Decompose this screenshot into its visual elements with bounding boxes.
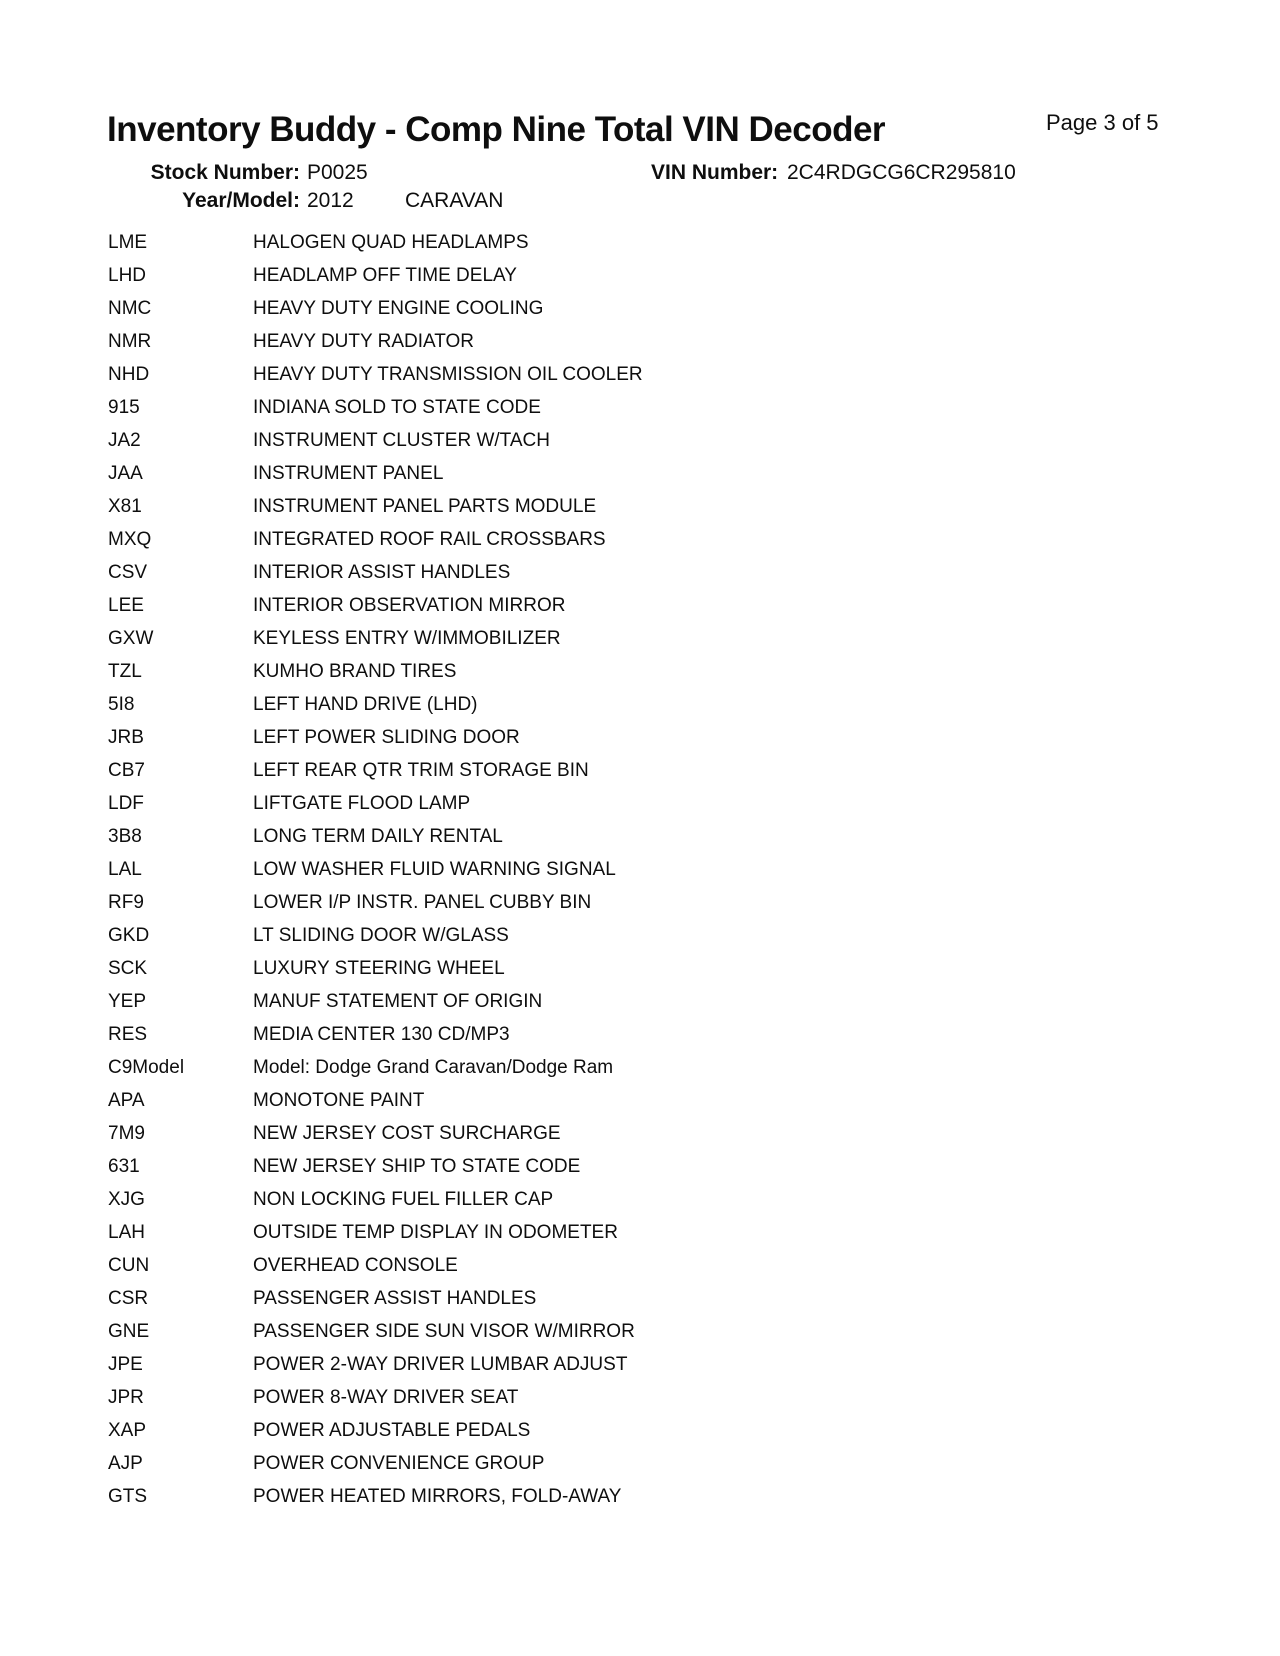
option-row (0, 1117, 1280, 1150)
option-description: KEYLESS ENTRY W/IMMOBILIZER (253, 628, 561, 649)
option-description: INTEGRATED ROOF RAIL CROSSBARS (253, 529, 606, 550)
option-code: LDF (108, 793, 144, 814)
option-code: APA (108, 1090, 145, 1111)
option-code: YEP (108, 991, 147, 1012)
year-value: 2012 (307, 189, 354, 212)
option-description: INSTRUMENT PANEL PARTS MODULE (253, 496, 597, 517)
option-row (0, 490, 1280, 523)
option-code: SCK (108, 958, 148, 979)
option-code: JA2 (108, 430, 141, 451)
option-description: INTERIOR ASSIST HANDLES (253, 562, 511, 583)
option-description: NEW JERSEY SHIP TO STATE CODE (253, 1156, 581, 1177)
option-row (0, 325, 1280, 358)
option-row (0, 1150, 1280, 1183)
option-code: 915 (108, 397, 140, 418)
option-code: JAA (108, 463, 143, 484)
option-description: INSTRUMENT PANEL (253, 463, 444, 484)
option-code: GTS (108, 1486, 148, 1507)
option-code: 3B8 (108, 826, 142, 847)
option-code: 7M9 (108, 1123, 145, 1144)
option-row (0, 919, 1280, 952)
option-row (0, 754, 1280, 787)
stock-number-value: P0025 (307, 161, 368, 184)
option-row (0, 1381, 1280, 1414)
model-value: CARAVAN (405, 189, 504, 212)
option-description: HEAVY DUTY TRANSMISSION OIL COOLER (253, 364, 643, 385)
stock-number-label: Stock Number: (150, 161, 300, 184)
option-row (0, 1084, 1280, 1117)
option-row (0, 292, 1280, 325)
option-row (0, 721, 1280, 754)
option-description: PASSENGER ASSIST HANDLES (253, 1288, 537, 1309)
option-row (0, 622, 1280, 655)
option-code: LAL (108, 859, 142, 880)
option-row (0, 226, 1280, 259)
option-row (0, 853, 1280, 886)
option-row (0, 589, 1280, 622)
option-code: 5I8 (108, 694, 135, 715)
option-code: CUN (108, 1255, 150, 1276)
option-code: JPR (108, 1387, 144, 1408)
option-row (0, 688, 1280, 721)
option-code: JPE (108, 1354, 143, 1375)
option-code: RF9 (108, 892, 144, 913)
option-description: LOW WASHER FLUID WARNING SIGNAL (253, 859, 616, 880)
option-description: HEADLAMP OFF TIME DELAY (253, 265, 517, 286)
option-description: POWER CONVENIENCE GROUP (253, 1453, 545, 1474)
option-row (0, 1282, 1280, 1315)
option-description: LUXURY STEERING WHEEL (253, 958, 505, 979)
vin-number-value: 2C4RDGCG6CR295810 (787, 161, 1016, 184)
option-code: MXQ (108, 529, 152, 550)
page-indicator: Page 3 of 5 (1046, 110, 1159, 135)
option-code: JRB (108, 727, 144, 748)
option-description: NEW JERSEY COST SURCHARGE (253, 1123, 561, 1144)
option-row (0, 952, 1280, 985)
option-code: LAH (108, 1222, 145, 1243)
option-row (0, 1315, 1280, 1348)
option-row (0, 391, 1280, 424)
option-description: PASSENGER SIDE SUN VISOR W/MIRROR (253, 1321, 635, 1342)
option-row (0, 1447, 1280, 1480)
option-code: CSV (108, 562, 148, 583)
option-code: NHD (108, 364, 150, 385)
option-description: POWER HEATED MIRRORS, FOLD-AWAY (253, 1486, 622, 1507)
option-code: NMC (108, 298, 152, 319)
option-description: POWER 8-WAY DRIVER SEAT (253, 1387, 519, 1408)
vin-number-label: VIN Number: (651, 161, 779, 184)
option-code: LME (108, 232, 148, 253)
option-description: LT SLIDING DOOR W/GLASS (253, 925, 509, 946)
option-row (0, 556, 1280, 589)
option-code: LHD (108, 265, 147, 286)
option-description: HEAVY DUTY ENGINE COOLING (253, 298, 544, 319)
option-row (0, 1018, 1280, 1051)
option-description: INSTRUMENT CLUSTER W/TACH (253, 430, 550, 451)
option-row (0, 655, 1280, 688)
option-row (0, 985, 1280, 1018)
option-description: LONG TERM DAILY RENTAL (253, 826, 503, 847)
option-description: LEFT REAR QTR TRIM STORAGE BIN (253, 760, 589, 781)
option-code: X81 (108, 496, 142, 517)
option-row (0, 259, 1280, 292)
option-description: POWER ADJUSTABLE PEDALS (253, 1420, 531, 1441)
option-row (0, 1051, 1280, 1084)
option-description: OVERHEAD CONSOLE (253, 1255, 458, 1276)
option-code: TZL (108, 661, 142, 682)
year-model-label: Year/Model: (182, 189, 300, 212)
option-description: HALOGEN QUAD HEADLAMPS (253, 232, 529, 253)
option-row (0, 424, 1280, 457)
page-title: Inventory Buddy - Comp Nine Total VIN Decoder (107, 110, 886, 149)
option-row (0, 787, 1280, 820)
option-row (0, 1183, 1280, 1216)
option-description: OUTSIDE TEMP DISPLAY IN ODOMETER (253, 1222, 618, 1243)
option-code: AJP (108, 1453, 143, 1474)
option-code: XJG (108, 1189, 145, 1210)
option-code: C9Model (108, 1057, 185, 1078)
option-row (0, 1348, 1280, 1381)
option-description: HEAVY DUTY RADIATOR (253, 331, 475, 352)
option-description: LOWER I/P INSTR. PANEL CUBBY BIN (253, 892, 592, 913)
option-row (0, 1414, 1280, 1447)
option-code: CB7 (108, 760, 145, 781)
option-row (0, 523, 1280, 556)
option-code: RES (108, 1024, 148, 1045)
option-code: GXW (108, 628, 154, 649)
option-description: LEFT POWER SLIDING DOOR (253, 727, 520, 748)
option-row (0, 1249, 1280, 1282)
option-code: XAP (108, 1420, 147, 1441)
options-list (0, 226, 1280, 1513)
option-row (0, 1480, 1280, 1513)
option-description: MONOTONE PAINT (253, 1090, 425, 1111)
option-code: GNE (108, 1321, 150, 1342)
option-description: INTERIOR OBSERVATION MIRROR (253, 595, 566, 616)
option-code: LEE (108, 595, 144, 616)
option-row (0, 886, 1280, 919)
option-code: CSR (108, 1288, 149, 1309)
option-description: MEDIA CENTER 130 CD/MP3 (253, 1024, 510, 1045)
option-row (0, 820, 1280, 853)
option-description: MANUF STATEMENT OF ORIGIN (253, 991, 543, 1012)
option-code: NMR (108, 331, 152, 352)
option-description: LEFT HAND DRIVE (LHD) (253, 694, 478, 715)
option-description: INDIANA SOLD TO STATE CODE (253, 397, 541, 418)
option-row (0, 457, 1280, 490)
option-code: 631 (108, 1156, 140, 1177)
option-description: LIFTGATE FLOOD LAMP (253, 793, 471, 814)
option-description: POWER 2-WAY DRIVER LUMBAR ADJUST (253, 1354, 628, 1375)
option-row (0, 358, 1280, 391)
option-row (0, 1216, 1280, 1249)
option-description: Model: Dodge Grand Caravan/Dodge Ram (253, 1057, 614, 1078)
option-description: NON LOCKING FUEL FILLER CAP (253, 1189, 554, 1210)
option-description: KUMHO BRAND TIRES (253, 661, 457, 682)
option-code: GKD (108, 925, 150, 946)
